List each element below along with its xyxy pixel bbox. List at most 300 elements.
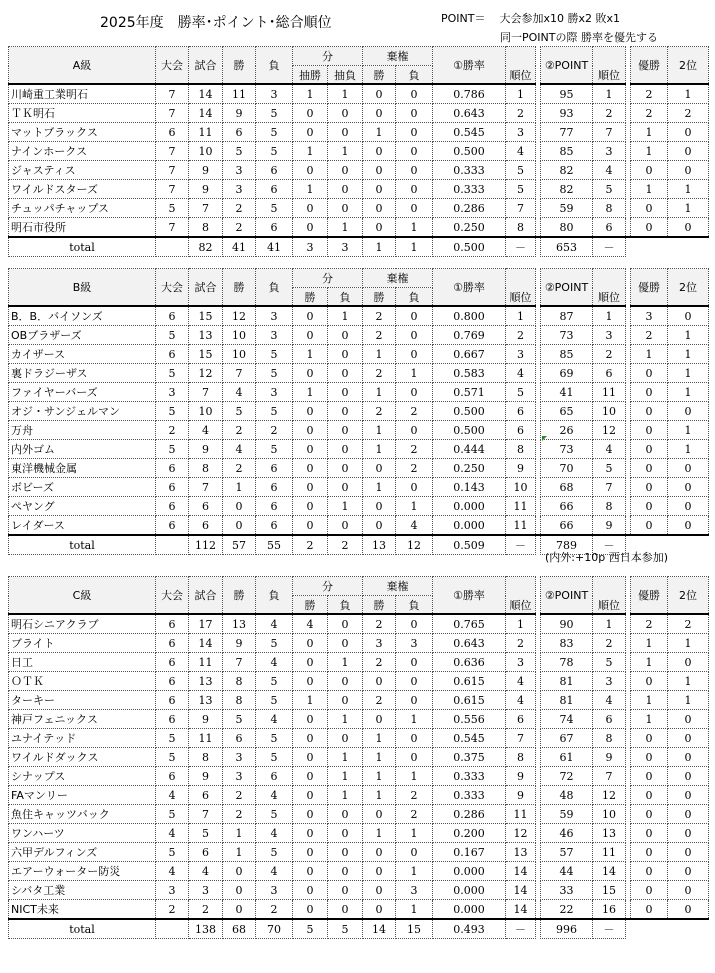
forfeit-win: 1: [363, 383, 396, 402]
champion-count: 0: [631, 767, 668, 786]
team-row: [9, 497, 709, 516]
draw-win: 0: [293, 161, 328, 180]
col-rate-rank: 順位: [506, 47, 536, 85]
team-name: マットブラックス: [9, 123, 156, 142]
champion-count: 1: [631, 691, 668, 710]
draw-win: 0: [293, 748, 328, 767]
col-forfeit: 棄権: [363, 269, 433, 288]
draw-win: 0: [293, 516, 328, 536]
rate-rank: 8: [506, 748, 536, 767]
second-count: 0: [668, 710, 709, 729]
draw-loss: 0: [328, 805, 363, 824]
point-rank: 1: [593, 306, 626, 326]
loss: 5: [256, 142, 293, 161]
forfeit-win: 0: [363, 805, 396, 824]
taikai-total: [156, 535, 189, 555]
forfeit-loss: 4: [396, 516, 433, 536]
champion-count: 0: [631, 402, 668, 421]
points: 26: [541, 421, 593, 440]
team-row: [9, 900, 709, 920]
team-name: カイザース: [9, 345, 156, 364]
forfeit-win-total: 13: [363, 535, 396, 555]
win: 7: [223, 364, 256, 383]
win: 12: [223, 306, 256, 326]
col-draw-win: 勝: [293, 596, 328, 615]
points: 59: [541, 805, 593, 824]
rate-rank: 11: [506, 497, 536, 516]
taikai: 6: [156, 345, 189, 364]
draw-win: 0: [293, 672, 328, 691]
shiai: 13: [189, 326, 223, 345]
taikai: 6: [156, 710, 189, 729]
team-row: [9, 478, 709, 497]
win-rate: 0.765: [433, 614, 506, 634]
second-count: 0: [668, 516, 709, 536]
champion-count: 0: [631, 900, 668, 920]
point-rank: 12: [593, 421, 626, 440]
team-name: 内外ゴム: [9, 440, 156, 459]
win: 6: [223, 123, 256, 142]
second-count: 0: [668, 881, 709, 900]
forfeit-loss: 0: [396, 84, 433, 104]
col-win: 勝: [223, 577, 256, 615]
col-rate: ①勝率: [433, 577, 506, 615]
rate-rank: 11: [506, 516, 536, 536]
forfeit-loss: 1: [396, 497, 433, 516]
forfeit-win: 0: [363, 843, 396, 862]
col-forfeit-win: 勝: [363, 596, 396, 615]
win: 9: [223, 634, 256, 653]
loss: 5: [256, 364, 293, 383]
champion-count: 0: [631, 748, 668, 767]
draw-win: 0: [293, 729, 328, 748]
forfeit-loss: 0: [396, 306, 433, 326]
forfeit-loss: 0: [396, 104, 433, 123]
draw-loss: 0: [328, 199, 363, 218]
taikai: 6: [156, 653, 189, 672]
col-draw: 分: [293, 47, 363, 66]
second-count: 0: [668, 729, 709, 748]
forfeit-win: 0: [363, 672, 396, 691]
champion-count: 0: [631, 364, 668, 383]
second-count: 0: [668, 862, 709, 881]
shiai: 4: [189, 421, 223, 440]
champion-count: 0: [631, 516, 668, 536]
team-row: [9, 218, 709, 238]
draw-win: 0: [293, 805, 328, 824]
forfeit-loss: 1: [396, 900, 433, 920]
win-rate: 0.000: [433, 516, 506, 536]
draw-win-total: 2: [293, 535, 328, 555]
win: 2: [223, 459, 256, 478]
point-rank: 5: [593, 180, 626, 199]
win-rate: 0.800: [433, 306, 506, 326]
forfeit-loss: 2: [396, 440, 433, 459]
points: 46: [541, 824, 593, 843]
points: 93: [541, 104, 593, 123]
win: 1: [223, 824, 256, 843]
forfeit-loss: 0: [396, 383, 433, 402]
forfeit-loss: 3: [396, 634, 433, 653]
champion-count: 0: [631, 672, 668, 691]
win-rate-total: 0.509: [433, 535, 506, 555]
taikai: 6: [156, 614, 189, 634]
points: 66: [541, 516, 593, 536]
forfeit-loss: 1: [396, 767, 433, 786]
point-rank: 3: [593, 142, 626, 161]
win: 2: [223, 786, 256, 805]
forfeit-loss: 0: [396, 142, 433, 161]
win-rate: 0.643: [433, 634, 506, 653]
draw-loss: 0: [328, 634, 363, 653]
draw-loss: 0: [328, 672, 363, 691]
team-name: シバタ工業: [9, 881, 156, 900]
rate-rank: 9: [506, 786, 536, 805]
win-rate: 0.286: [433, 199, 506, 218]
loss: 4: [256, 614, 293, 634]
draw-win: 1: [293, 142, 328, 161]
col-draw-loss: 抽負: [328, 66, 363, 85]
draw-loss-total: 2: [328, 535, 363, 555]
win: 5: [223, 710, 256, 729]
loss: 6: [256, 180, 293, 199]
taikai-total: [156, 237, 189, 257]
shiai: 11: [189, 729, 223, 748]
points: 68: [541, 478, 593, 497]
loss: 6: [256, 767, 293, 786]
forfeit-loss-total: 15: [396, 919, 433, 939]
team-name: ジャスティス: [9, 161, 156, 180]
forfeit-win: 1: [363, 748, 396, 767]
points: 78: [541, 653, 593, 672]
loss: 5: [256, 672, 293, 691]
champion-count: 2: [631, 326, 668, 345]
second-count: 1: [668, 364, 709, 383]
points: 59: [541, 199, 593, 218]
point-rank: 6: [593, 710, 626, 729]
win-rate: 0.615: [433, 691, 506, 710]
col-win: 勝: [223, 269, 256, 307]
team-row: [9, 516, 709, 536]
team-row: [9, 614, 709, 634]
rate-rank: 3: [506, 123, 536, 142]
point-rank: 1: [593, 84, 626, 104]
forfeit-win: 3: [363, 634, 396, 653]
draw-loss: 1: [328, 497, 363, 516]
draw-win: 1: [293, 84, 328, 104]
forfeit-win: 1: [363, 123, 396, 142]
points: 81: [541, 691, 593, 710]
team-row: [9, 161, 709, 180]
col-rate-rank: 順位: [506, 577, 536, 615]
points-total: 996: [541, 919, 593, 939]
win: 11: [223, 84, 256, 104]
rate-rank: 6: [506, 421, 536, 440]
division-label: A級: [9, 47, 156, 85]
rate-rank: 3: [506, 653, 536, 672]
loss: 2: [256, 900, 293, 920]
forfeit-loss: 0: [396, 180, 433, 199]
taikai: 7: [156, 180, 189, 199]
rate-rank: 2: [506, 634, 536, 653]
col-loss: 負: [256, 577, 293, 615]
taikai: 7: [156, 218, 189, 238]
taikai: 7: [156, 104, 189, 123]
col-forfeit-win: 勝: [363, 288, 396, 307]
rate-rank: 4: [506, 672, 536, 691]
points: 44: [541, 862, 593, 881]
team-row: [9, 104, 709, 123]
win-rate: 0.545: [433, 123, 506, 142]
win: 0: [223, 516, 256, 536]
loss: 4: [256, 710, 293, 729]
win-rate: 0.636: [433, 653, 506, 672]
shiai: 11: [189, 123, 223, 142]
point-rank: 2: [593, 634, 626, 653]
draw-loss: 0: [328, 729, 363, 748]
draw-win: 0: [293, 824, 328, 843]
rate-rank: 5: [506, 161, 536, 180]
rate-rank-total: －: [506, 237, 536, 257]
draw-loss: 0: [328, 862, 363, 881]
team-name: ＯＴＫ: [9, 672, 156, 691]
points: 22: [541, 900, 593, 920]
division-a-table: [8, 46, 709, 257]
champion-count: 3: [631, 306, 668, 326]
col-draw-win: 勝: [293, 288, 328, 307]
col-point-rank: 順位: [593, 269, 626, 307]
team-row: [9, 421, 709, 440]
points: 80: [541, 218, 593, 238]
draw-loss: 0: [328, 459, 363, 478]
team-name: FAマンリー: [9, 786, 156, 805]
draw-loss: 0: [328, 383, 363, 402]
taikai: 7: [156, 84, 189, 104]
point-formula-note: [441, 10, 620, 26]
draw-loss: 0: [328, 345, 363, 364]
win-rate: 0.500: [433, 421, 506, 440]
champion-count: 1: [631, 345, 668, 364]
rate-rank: 4: [506, 691, 536, 710]
forfeit-loss: 0: [396, 748, 433, 767]
shiai: 13: [189, 691, 223, 710]
win-rate: 0.556: [433, 710, 506, 729]
team-row: [9, 729, 709, 748]
forfeit-loss: 0: [396, 672, 433, 691]
shiai: 7: [189, 199, 223, 218]
forfeit-win: 0: [363, 881, 396, 900]
shiai: 9: [189, 710, 223, 729]
forfeit-win: 2: [363, 364, 396, 383]
win: 2: [223, 421, 256, 440]
total-label: total: [9, 535, 156, 555]
rate-rank: 6: [506, 402, 536, 421]
rate-rank: 3: [506, 345, 536, 364]
champion-count: 0: [631, 218, 668, 238]
taikai: 5: [156, 199, 189, 218]
loss: 6: [256, 218, 293, 238]
point-rank: 4: [593, 440, 626, 459]
team-row: [9, 440, 709, 459]
team-row: [9, 881, 709, 900]
total-row: [9, 237, 709, 257]
forfeit-win: 0: [363, 199, 396, 218]
win: 3: [223, 748, 256, 767]
col-shiai: 試合: [189, 47, 223, 85]
points: 61: [541, 748, 593, 767]
champion-count: 2: [631, 614, 668, 634]
point-rank: 5: [593, 459, 626, 478]
draw-loss: 0: [328, 180, 363, 199]
points: 82: [541, 180, 593, 199]
second-count: 0: [668, 767, 709, 786]
champion-count: 0: [631, 161, 668, 180]
taikai: 7: [156, 142, 189, 161]
rate-rank: 6: [506, 710, 536, 729]
team-row: [9, 84, 709, 104]
second-count: 1: [668, 345, 709, 364]
forfeit-loss: 3: [396, 881, 433, 900]
col-forfeit-loss: 負: [396, 596, 433, 615]
second-count: 0: [668, 218, 709, 238]
taikai: 6: [156, 478, 189, 497]
forfeit-loss: 2: [396, 786, 433, 805]
taikai-total: [156, 919, 189, 939]
shiai: 8: [189, 459, 223, 478]
draw-win: 0: [293, 421, 328, 440]
col-forfeit-loss: 負: [396, 288, 433, 307]
rate-rank: 12: [506, 824, 536, 843]
point-rank: 8: [593, 729, 626, 748]
loss: 5: [256, 199, 293, 218]
second-count: 0: [668, 653, 709, 672]
forfeit-win: 0: [363, 84, 396, 104]
taikai: 4: [156, 862, 189, 881]
forfeit-loss: 0: [396, 123, 433, 142]
draw-loss: 0: [328, 402, 363, 421]
draw-win: 0: [293, 843, 328, 862]
loss: 3: [256, 383, 293, 402]
rate-rank: 14: [506, 862, 536, 881]
points: 77: [541, 123, 593, 142]
point-rank: 2: [593, 345, 626, 364]
champion-count: 0: [631, 459, 668, 478]
point-rank: 7: [593, 123, 626, 142]
taikai: 5: [156, 326, 189, 345]
rate-rank: 13: [506, 843, 536, 862]
forfeit-win: 0: [363, 497, 396, 516]
col-second: 2位: [668, 577, 709, 615]
shiai: 7: [189, 383, 223, 402]
second-count: 2: [668, 614, 709, 634]
shiai: 17: [189, 614, 223, 634]
rate-rank: 1: [506, 614, 536, 634]
win: 2: [223, 805, 256, 824]
col-forfeit: 棄権: [363, 47, 433, 66]
taikai: 6: [156, 672, 189, 691]
rate-rank: 2: [506, 104, 536, 123]
shiai: 6: [189, 516, 223, 536]
point-rank: 9: [593, 516, 626, 536]
forfeit-win: 2: [363, 326, 396, 345]
col-shiai: 試合: [189, 269, 223, 307]
champion-count: 0: [631, 440, 668, 459]
champion-count: 0: [631, 843, 668, 862]
loss: 6: [256, 516, 293, 536]
win-rate: 0.786: [433, 84, 506, 104]
col-rate: ①勝率: [433, 269, 506, 307]
forfeit-loss: 0: [396, 478, 433, 497]
win-rate: 0.583: [433, 364, 506, 383]
second-count: 1: [668, 326, 709, 345]
draw-win: 0: [293, 326, 328, 345]
forfeit-win: 2: [363, 306, 396, 326]
second-count: 1: [668, 440, 709, 459]
shiai: 4: [189, 862, 223, 881]
shiai: 8: [189, 218, 223, 238]
taikai: 6: [156, 516, 189, 536]
shiai: 13: [189, 672, 223, 691]
second-count: 0: [668, 748, 709, 767]
loss: 3: [256, 84, 293, 104]
draw-win: 0: [293, 653, 328, 672]
points: 73: [541, 440, 593, 459]
rate-rank: 11: [506, 805, 536, 824]
champion-count: 0: [631, 497, 668, 516]
forfeit-win: 1: [363, 421, 396, 440]
win: 3: [223, 767, 256, 786]
point-rank: 16: [593, 900, 626, 920]
points: 57: [541, 843, 593, 862]
empty-cell: [668, 237, 709, 257]
cell-comment-marker-icon: [542, 436, 547, 441]
taikai: 5: [156, 843, 189, 862]
shiai-total: 112: [189, 535, 223, 555]
loss: 4: [256, 824, 293, 843]
loss: 6: [256, 478, 293, 497]
team-name: 六甲デルフィンズ: [9, 843, 156, 862]
forfeit-win: 2: [363, 402, 396, 421]
team-name: エアーウォーター防災: [9, 862, 156, 881]
points: 65: [541, 402, 593, 421]
team-name: 神戸フェニックス: [9, 710, 156, 729]
draw-loss: 0: [328, 161, 363, 180]
col-forfeit-loss: 負: [396, 66, 433, 85]
loss-total: 70: [256, 919, 293, 939]
draw-loss: 0: [328, 104, 363, 123]
rate-rank: 10: [506, 478, 536, 497]
taikai: 5: [156, 440, 189, 459]
taikai: 5: [156, 402, 189, 421]
forfeit-win-total: 14: [363, 919, 396, 939]
draw-loss: 0: [328, 843, 363, 862]
points: 95: [541, 84, 593, 104]
draw-win: 0: [293, 786, 328, 805]
draw-win: 1: [293, 180, 328, 199]
second-count: 1: [668, 84, 709, 104]
second-count: 1: [668, 691, 709, 710]
win-rate: 0.333: [433, 767, 506, 786]
win-rate: 0.571: [433, 383, 506, 402]
col-second: 2位: [668, 47, 709, 85]
points: 74: [541, 710, 593, 729]
team-name: チュッパチャップス: [9, 199, 156, 218]
loss: 5: [256, 104, 293, 123]
win-rate: 0.200: [433, 824, 506, 843]
forfeit-win: 1: [363, 729, 396, 748]
col-taikai: 大会: [156, 47, 189, 85]
forfeit-win: 2: [363, 691, 396, 710]
